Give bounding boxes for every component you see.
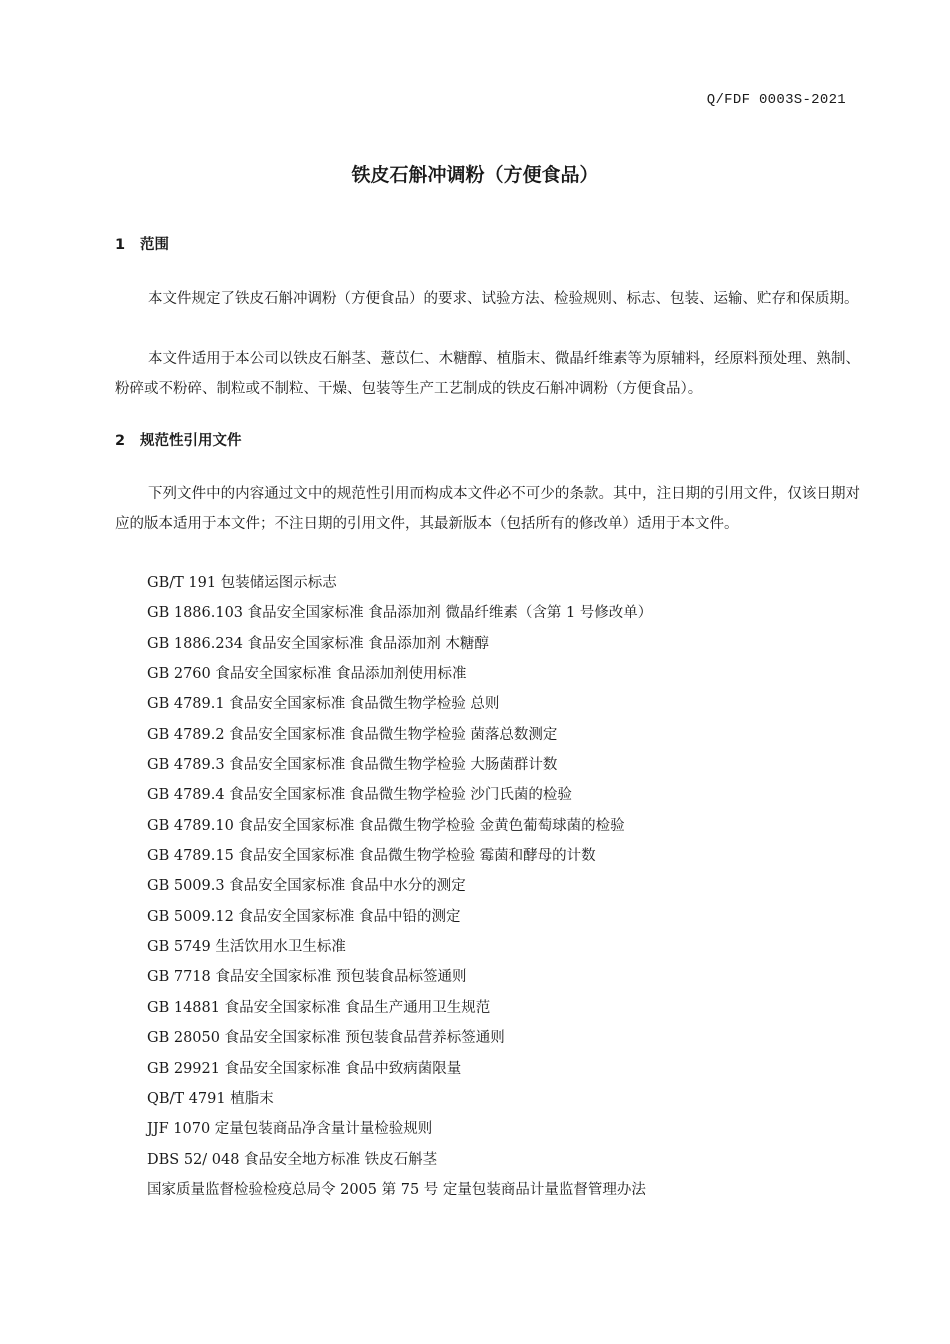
references-intro-paragraph: 下列文件中的内容通过文中的规范性引用而构成本文件必不可少的条款。其中，注日期的引用文件，仅该日期对应的版本适用于本文件；不注日期的引用文件，其最新版本（包括所有的修改单）适用于本文件。 — [115, 486, 860, 532]
reference-item: GB 29921 食品安全国家标准 食品中致病菌限量 — [147, 1060, 462, 1077]
reference-item: GB/T 191 包装储运图示标志 — [147, 575, 337, 591]
section-title: 范围 — [140, 237, 169, 253]
document-code: Q/FDF 0003S-2021 — [706, 92, 846, 108]
scope-paragraph-2: 本文件适用于本公司以铁皮石斛茎、薏苡仁、木糖醇、植脂末、微晶纤维素等为原辅料，经原料预处理、熟制、粉碎或不粉碎、制粒或不制粒、干燥、包装等生产工艺制成的铁皮石斛冲调粉（方便食品）。 — [115, 351, 860, 397]
reference-item: GB 5009.3 食品安全国家标准 食品中水分的测定 — [147, 878, 466, 895]
section-heading-scope — [115, 233, 169, 254]
reference-item: GB 4789.3 食品安全国家标准 食品微生物学检验 大肠菌群计数 — [147, 757, 558, 774]
reference-item: GB 4789.15 食品安全国家标准 食品微生物学检验 霉菌和酵母的计数 — [147, 848, 596, 865]
section-number: 2 — [115, 433, 126, 449]
section-number: 1 — [115, 237, 126, 253]
reference-item: GB 28050 食品安全国家标准 预包装食品营养标签通则 — [147, 1030, 505, 1047]
reference-item: GB 1886.234 食品安全国家标准 食品添加剂 木糖醇 — [147, 635, 489, 652]
reference-item: GB 5009.12 食品安全国家标准 食品中铅的测定 — [147, 908, 461, 925]
reference-item: GB 1886.103 食品安全国家标准 食品添加剂 微晶纤维素（含第 1 号修改单） — [147, 605, 653, 622]
reference-item: GB 4789.4 食品安全国家标准 食品微生物学检验 沙门氏菌的检验 — [147, 787, 572, 804]
reference-item: GB 4789.1 食品安全国家标准 食品微生物学检验 总则 — [147, 696, 500, 713]
reference-item: GB 14881 食品安全国家标准 食品生产通用卫生规范 — [147, 999, 491, 1016]
document-title: 铁皮石斛冲调粉（方便食品） — [351, 164, 599, 186]
reference-list — [147, 568, 652, 1205]
reference-item: GB 5749 生活饮用水卫生标准 — [147, 939, 346, 956]
section-heading-normative-references — [115, 429, 242, 450]
reference-item: GB 4789.10 食品安全国家标准 食品微生物学检验 金黄色葡萄球菌的检验 — [147, 817, 625, 834]
reference-item: DBS 52/ 048 食品安全地方标准 铁皮石斛茎 — [147, 1151, 438, 1168]
reference-item: 国家质量监督检验检疫总局令 2005 第 75 号 定量包装商品计量监督管理办法 — [147, 1181, 646, 1198]
section-title: 规范性引用文件 — [140, 433, 242, 449]
reference-item: JJF 1070 定量包装商品净含量计量检验规则 — [147, 1121, 433, 1138]
reference-item: GB 2760 食品安全国家标准 食品添加剂使用标准 — [147, 666, 467, 683]
reference-item: GB 7718 食品安全国家标准 预包装食品标签通则 — [147, 969, 467, 986]
reference-item: QB/T 4791 植脂末 — [147, 1090, 274, 1107]
reference-item: GB 4789.2 食品安全国家标准 食品微生物学检验 菌落总数测定 — [147, 726, 558, 743]
scope-paragraph-1: 本文件规定了铁皮石斛冲调粉（方便食品）的要求、试验方法、检验规则、标志、包装、运输、贮存和保质期。 — [148, 291, 859, 307]
